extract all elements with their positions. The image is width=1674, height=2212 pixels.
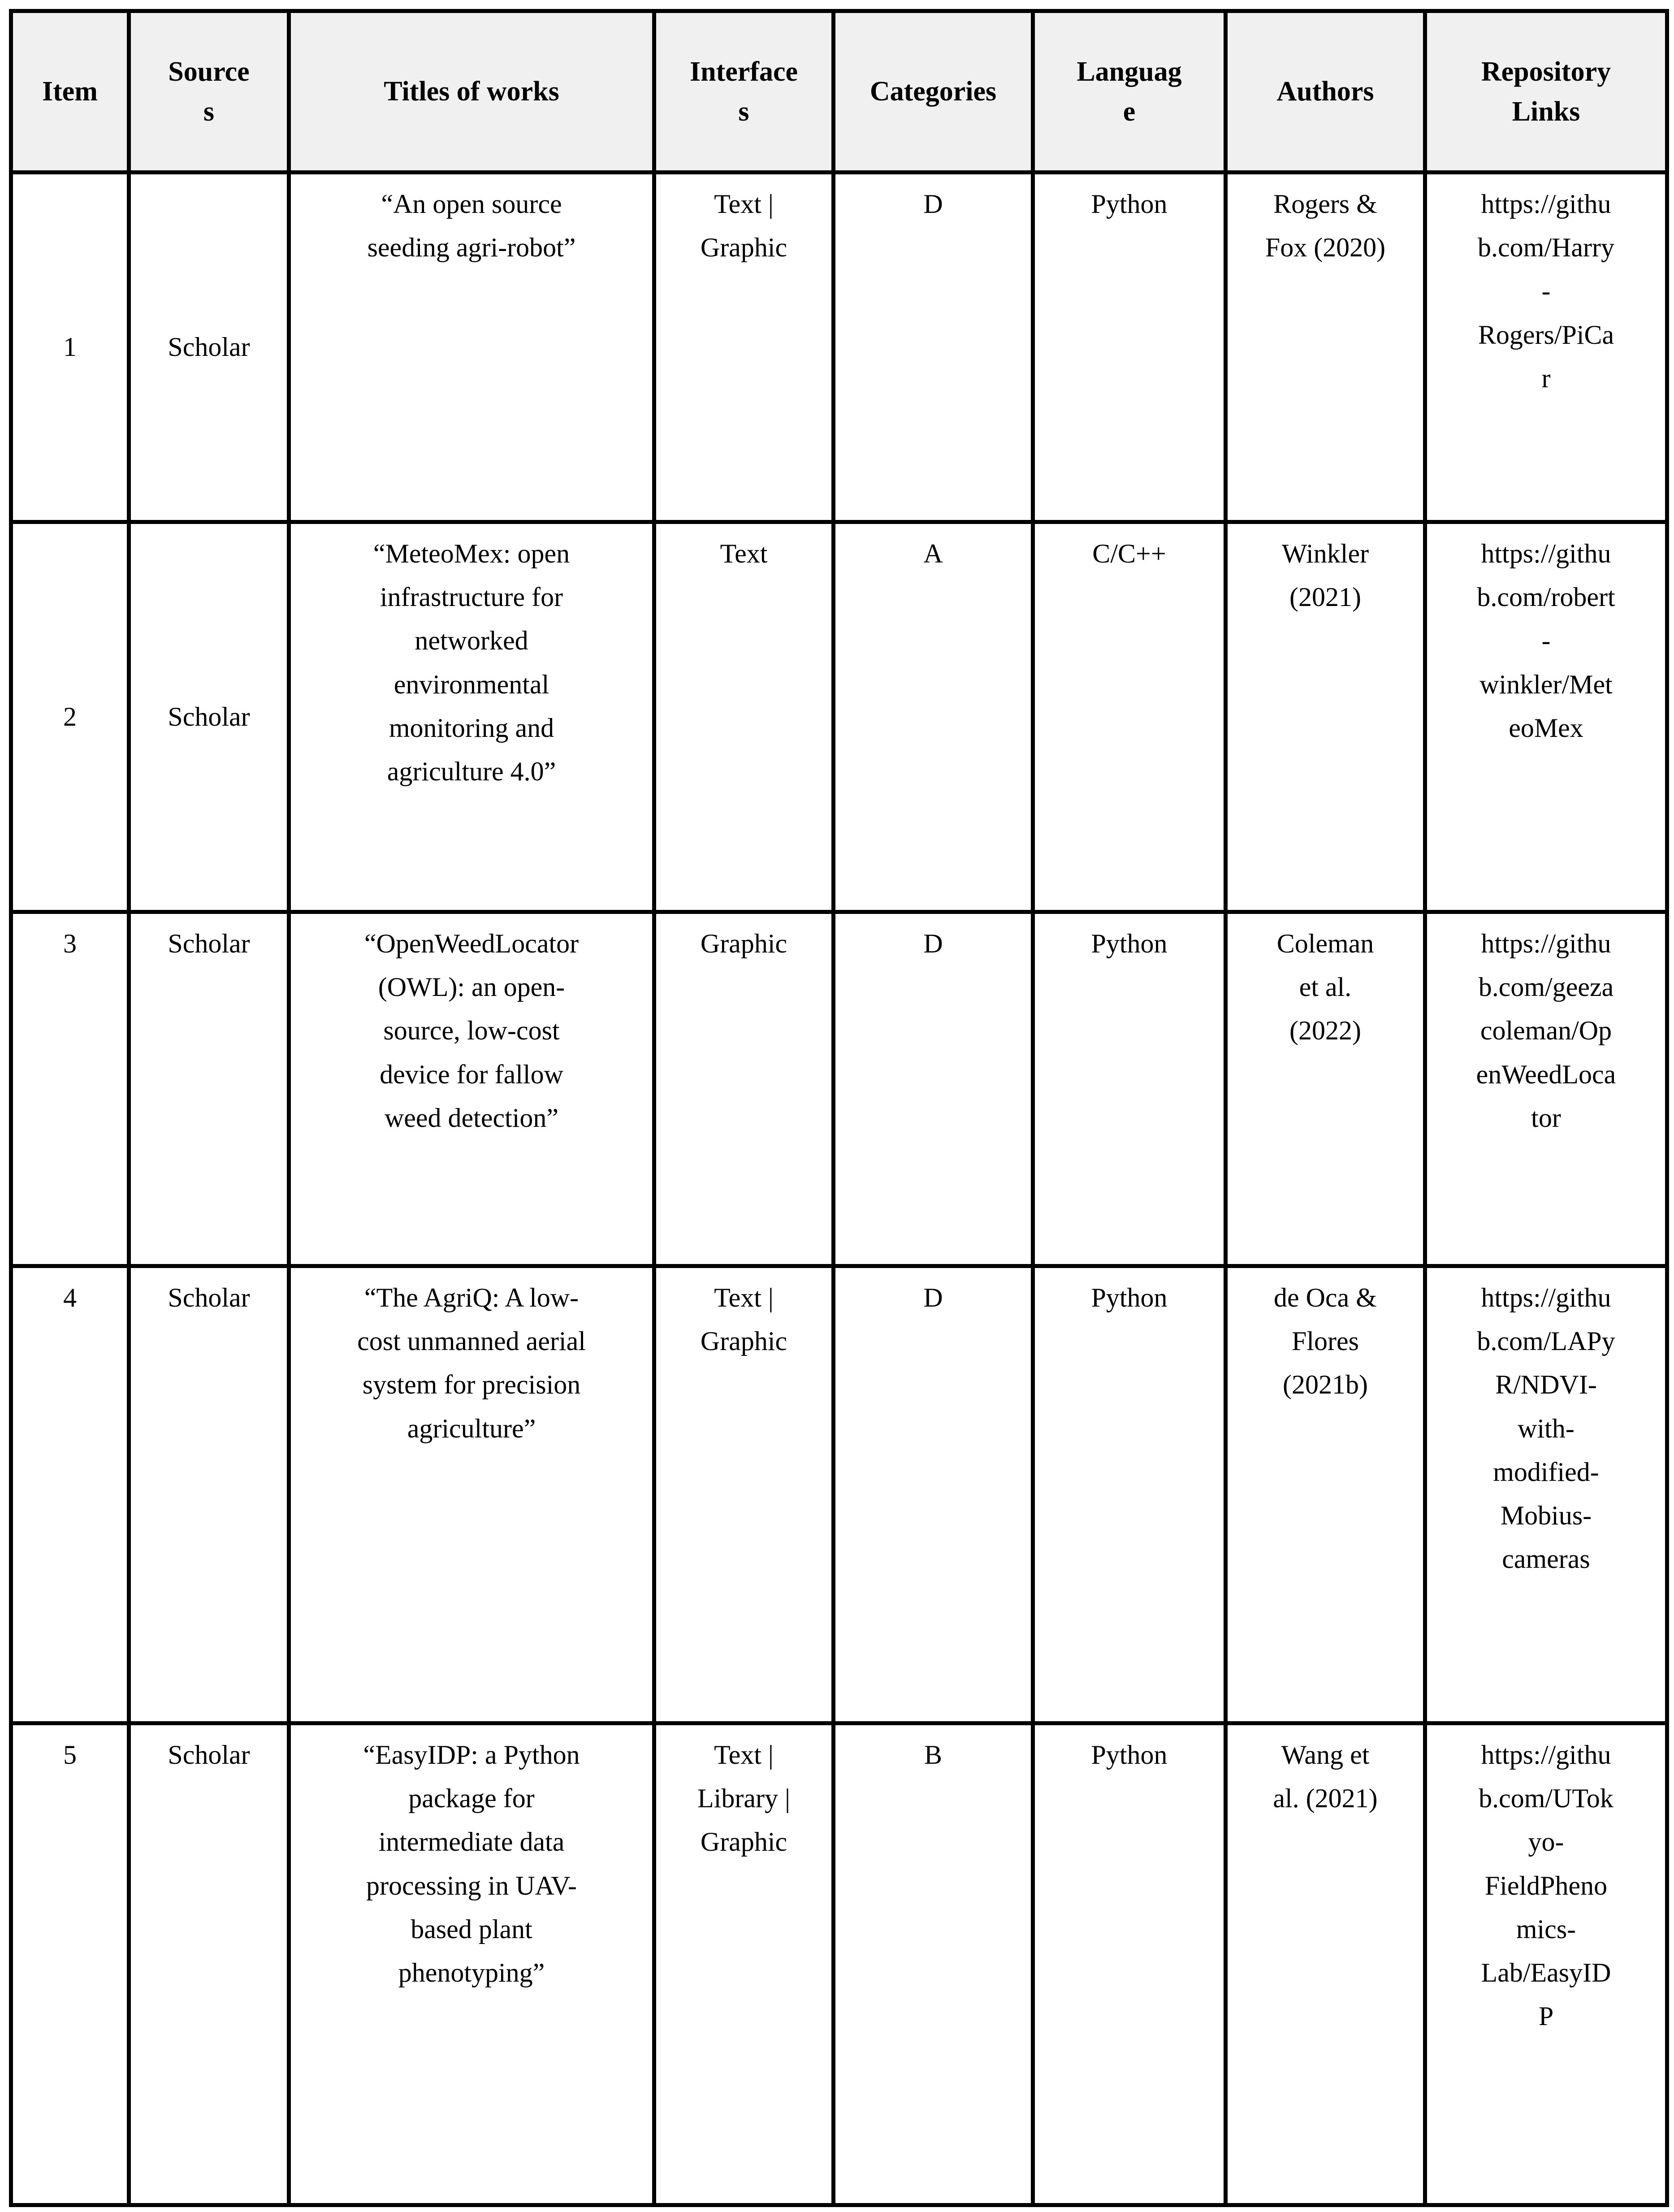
cell-source (129, 1723, 289, 2205)
cell-line: r (1541, 363, 1551, 393)
cell-line: Coleman (1276, 929, 1374, 958)
cell-line: Scholar (168, 929, 250, 958)
cell-language (1033, 1266, 1226, 1723)
cell-line: Graphic (700, 929, 787, 958)
table-row (11, 1723, 1667, 2205)
cell-line: source, low-cost (383, 1016, 560, 1046)
table-row (11, 173, 1667, 522)
cell-line: infrastructure for (380, 582, 563, 612)
cell-source (129, 1266, 289, 1723)
cell-line: Text (720, 539, 768, 568)
cell-repository-link (1425, 1723, 1667, 2205)
cell-line: https://githu (1481, 189, 1611, 219)
cell-line: Python (1091, 929, 1168, 958)
cell-line: cameras (1502, 1544, 1590, 1574)
header-line: Titles of works (384, 76, 559, 107)
cell-line: (2021b) (1283, 1370, 1368, 1400)
cell-line: device for fallow (380, 1059, 563, 1089)
cell-line: R/NDVI- (1495, 1370, 1597, 1400)
cell-line: Graphic (700, 233, 787, 263)
cell-line: https://githu (1481, 1740, 1611, 1770)
header-line: Repository (1481, 56, 1611, 87)
cell-line: Rogers & (1273, 189, 1377, 219)
cell-line: processing in UAV- (366, 1870, 577, 1900)
cell-interfaces (654, 522, 834, 912)
cell-language (1033, 912, 1226, 1266)
cell-repository-link (1425, 1266, 1667, 1723)
cell-line: Flores (1292, 1326, 1359, 1356)
cell-categories (834, 912, 1033, 1266)
cell-line: modified- (1493, 1457, 1599, 1487)
cell-authors (1226, 173, 1425, 522)
column-header-interfaces (654, 11, 834, 173)
cell-authors (1226, 1266, 1425, 1723)
cell-language (1033, 173, 1226, 522)
cell-line: b.com/LAPy (1477, 1326, 1615, 1356)
table-row (11, 1266, 1667, 1723)
cell-line: tor (1531, 1103, 1561, 1133)
column-header-categories (834, 11, 1033, 173)
header-line: Item (42, 76, 98, 107)
cell-line: https://githu (1481, 929, 1611, 958)
header-row (11, 11, 1667, 173)
cell-line: b.com/UTok (1479, 1783, 1613, 1814)
header-line: e (1123, 96, 1136, 127)
cell-line: b.com/robert (1477, 582, 1615, 612)
cell-line: “OpenWeedLocator (364, 929, 579, 958)
cell-line: “MeteoMex: open (373, 539, 570, 568)
cell-line: Lab/EasyID (1481, 1957, 1611, 1987)
cell-line: Text | (714, 1740, 774, 1770)
cell-language (1033, 1723, 1226, 2205)
cell-line: D (923, 189, 943, 219)
column-header-sources (129, 11, 289, 173)
cell-line: 4 (63, 1283, 77, 1312)
cell-item (11, 1723, 129, 2205)
cell-line: 3 (63, 929, 77, 958)
header-line: Interface (690, 56, 798, 87)
header-line: s (738, 96, 749, 127)
cell-title (289, 1723, 654, 2205)
cell-line: Rogers/PiCa (1478, 320, 1614, 350)
cell-line: based plant (411, 1914, 532, 1944)
cell-line: phenotyping” (398, 1957, 545, 1987)
cell-line: agriculture” (407, 1413, 536, 1443)
header-line: Authors (1276, 76, 1374, 107)
cell-line: - (1541, 626, 1551, 656)
header-line: Source (168, 56, 250, 87)
cell-authors (1226, 1723, 1425, 2205)
column-header-links (1425, 11, 1667, 173)
column-header-titles (289, 11, 654, 173)
cell-line: 5 (63, 1740, 77, 1770)
cell-line: FieldPheno (1484, 1870, 1608, 1900)
cell-line: al. (2021) (1273, 1783, 1378, 1814)
cell-line: Scholar (168, 332, 250, 362)
cell-line: weed detection” (384, 1103, 559, 1133)
cell-line: C/C++ (1092, 539, 1166, 568)
cell-authors (1226, 522, 1425, 912)
cell-categories (834, 1723, 1033, 2205)
cell-line: D (923, 1283, 943, 1312)
cell-line: mics- (1516, 1914, 1576, 1944)
cell-line: et al. (1299, 972, 1352, 1002)
cell-item (11, 912, 129, 1266)
cell-line: Fox (2020) (1265, 233, 1386, 263)
cell-title (289, 912, 654, 1266)
cell-repository-link (1425, 173, 1667, 522)
cell-line: package for (408, 1783, 535, 1814)
cell-line: B (924, 1740, 943, 1770)
cell-language (1033, 522, 1226, 912)
cell-line: seeding agri-robot” (367, 233, 576, 263)
cell-item (11, 173, 129, 522)
cell-interfaces (654, 912, 834, 1266)
cell-line: eoMex (1509, 713, 1583, 743)
cell-line: Scholar (168, 1283, 250, 1312)
cell-line: Python (1091, 189, 1168, 219)
header-line: Categories (869, 76, 997, 107)
cell-line: A (923, 539, 943, 568)
cell-title (289, 1266, 654, 1723)
cell-line: Text | (714, 189, 774, 219)
cell-line: with- (1518, 1413, 1575, 1443)
table-body (11, 173, 1667, 2205)
cell-line: - (1541, 276, 1551, 306)
cell-line: system for precision (362, 1370, 581, 1400)
cell-line: “EasyIDP: a Python (363, 1740, 580, 1770)
cell-line: D (923, 929, 943, 958)
cell-repository-link (1425, 912, 1667, 1266)
cell-line: “An open source (381, 189, 562, 219)
cell-line: Text | (714, 1283, 774, 1312)
cell-line: Python (1091, 1283, 1168, 1312)
cell-line: Python (1091, 1740, 1168, 1770)
cell-line: intermediate data (378, 1827, 565, 1857)
cell-line: (OWL): an open- (378, 972, 565, 1002)
cell-line: enWeedLoca (1476, 1059, 1616, 1089)
cell-title (289, 522, 654, 912)
cell-line: monitoring and (389, 713, 554, 743)
cell-line: https://githu (1481, 539, 1611, 568)
cell-repository-link (1425, 522, 1667, 912)
cell-source (129, 522, 289, 912)
cell-line: cost unmanned aerial (357, 1326, 586, 1356)
cell-line: 2 (63, 701, 77, 732)
cell-line: (2022) (1289, 1016, 1361, 1046)
cell-line: environmental (394, 669, 549, 699)
column-header-authors (1226, 11, 1425, 173)
cell-line: 1 (63, 332, 77, 362)
cell-line: yo- (1528, 1827, 1564, 1857)
cell-line: Library | (697, 1783, 790, 1814)
cell-line: Wang et (1281, 1740, 1370, 1770)
cell-source (129, 912, 289, 1266)
table-header (11, 11, 1667, 173)
cell-item (11, 522, 129, 912)
cell-line: Winkler (1281, 539, 1369, 568)
cell-line: P (1538, 2001, 1554, 2031)
column-header-item (11, 11, 129, 173)
cell-line: Graphic (700, 1827, 787, 1857)
cell-line: Scholar (168, 1740, 250, 1770)
cell-line: Graphic (700, 1326, 787, 1356)
column-header-language (1033, 11, 1226, 173)
cell-line: https://githu (1481, 1283, 1611, 1312)
cell-source (129, 173, 289, 522)
open-source-works-table (9, 9, 1669, 2207)
cell-interfaces (654, 1723, 834, 2205)
cell-line: b.com/geeza (1478, 972, 1614, 1002)
cell-item (11, 1266, 129, 1723)
cell-line: de Oca & (1274, 1283, 1377, 1312)
cell-categories (834, 173, 1033, 522)
cell-interfaces (654, 1266, 834, 1723)
table-row (11, 522, 1667, 912)
table-row (11, 912, 1667, 1266)
cell-line: b.com/Harry (1478, 233, 1614, 263)
cell-title (289, 173, 654, 522)
cell-line: Mobius- (1500, 1500, 1592, 1530)
cell-interfaces (654, 173, 834, 522)
header-line: s (203, 96, 215, 127)
cell-line: Scholar (168, 701, 250, 732)
header-line: Languag (1077, 56, 1182, 87)
cell-line: agriculture 4.0” (387, 756, 556, 786)
cell-categories (834, 1266, 1033, 1723)
cell-line: coleman/Op (1480, 1016, 1612, 1046)
cell-line: networked (415, 626, 528, 656)
cell-categories (834, 522, 1033, 912)
header-line: Links (1512, 96, 1580, 127)
cell-authors (1226, 912, 1425, 1266)
cell-line: (2021) (1289, 582, 1361, 612)
cell-line: “The AgriQ: A low- (364, 1283, 579, 1312)
cell-line: winkler/Met (1479, 669, 1613, 699)
